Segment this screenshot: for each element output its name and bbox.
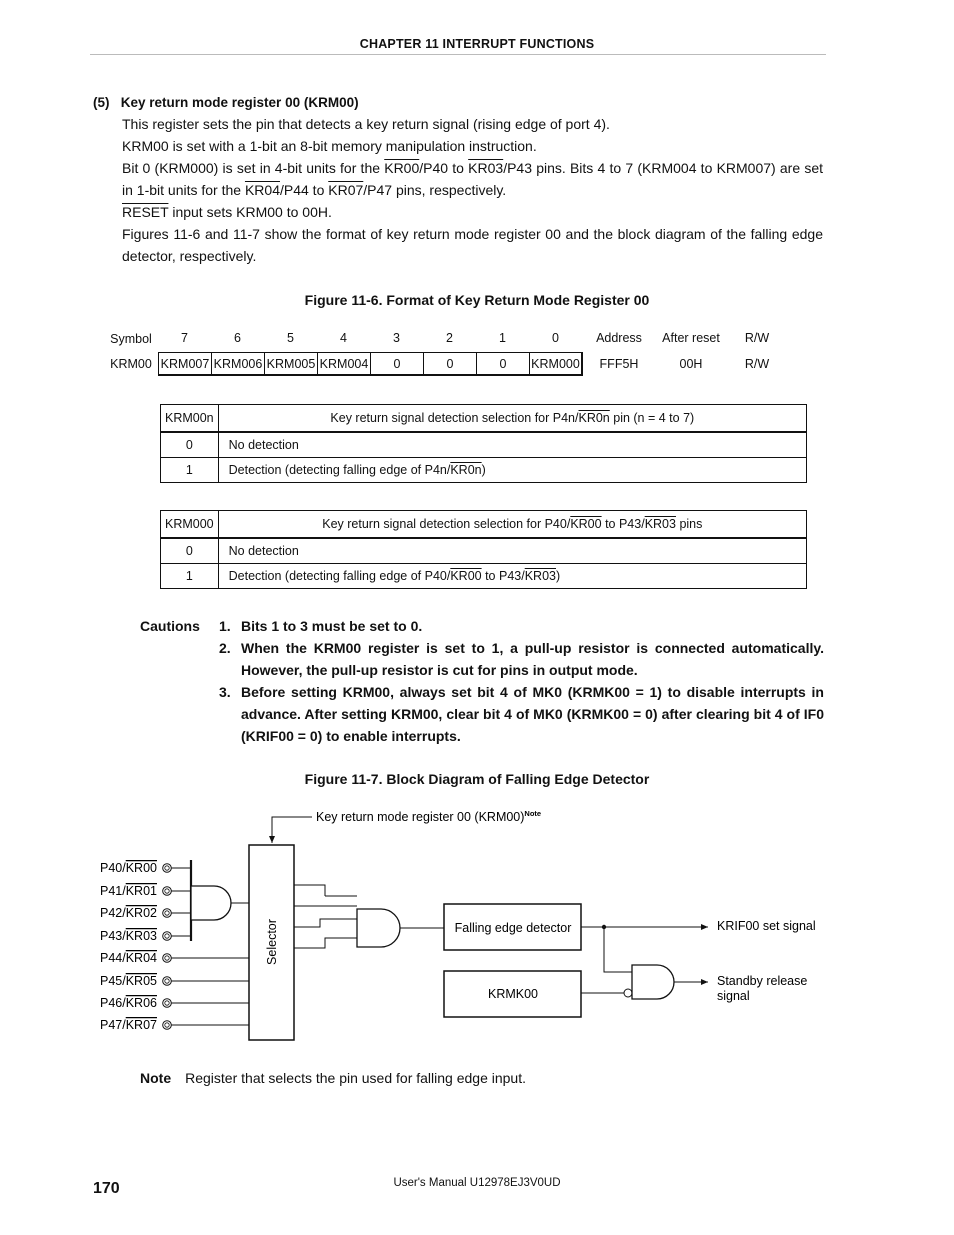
bit-number-7: 0 <box>552 331 559 345</box>
t2-desc-c: pins <box>675 517 703 531</box>
register-arrow <box>272 817 312 843</box>
address-value: FFF5H <box>599 357 639 371</box>
sel-wire-3 <box>294 919 357 927</box>
t2-r1-b: to P43/ <box>481 569 525 583</box>
symbol-label: Symbol <box>110 332 152 346</box>
t1-r1-b: ) <box>481 463 486 477</box>
caution-2-text: When the KRM00 register is set to 1, a pull-up resistor is connected automatically. However, the pull-up resistor is cut for pins in output mode. <box>241 640 824 678</box>
pin-terminal-inner-3 <box>165 934 169 938</box>
pin-label-1: P41/KR01 <box>100 884 157 898</box>
bit-number-4: 3 <box>393 331 400 345</box>
para-3-a: Bit 0 (KRM000) is set in 4-bit units for the <box>122 160 385 176</box>
pin-terminal-inner-6 <box>165 1001 169 1005</box>
para-3-b: /P40 to <box>419 160 469 176</box>
selector-label: Selector <box>265 919 279 965</box>
t1-row0-text: No detection <box>218 432 806 458</box>
para-3-c: /P43 pins. Bits 4 to 7 (KRM004 to KRM007) are set in 1-bit units for the <box>122 160 824 198</box>
and-gate-2 <box>357 909 400 947</box>
t1-desc-b: pin (n = 4 to 7) <box>609 411 695 425</box>
bit-number-5: 2 <box>446 331 453 345</box>
reset-overline: RESET <box>122 204 169 220</box>
pin-label-7: P47/KR07 <box>100 1018 157 1032</box>
register-cell-1: KRM006 <box>211 352 265 376</box>
pin-label-5: P45/KR05 <box>100 974 157 988</box>
pin-terminal-inner-1 <box>165 889 169 893</box>
register-cell-5: 0 <box>423 352 477 376</box>
t1-r1-kr: KR0n <box>450 463 482 477</box>
pin-terminal-inner-5 <box>165 979 169 983</box>
register-cell-7: KRM000 <box>529 352 583 376</box>
pin-terminal-inner-4 <box>165 956 169 960</box>
pin-group <box>100 861 249 1032</box>
t2-row0-value: 0 <box>161 538 219 564</box>
sel-wire-1 <box>294 885 325 896</box>
para-2: KRM00 is set with a 1-bit an 8-bit memory manipulation instruction. <box>122 138 537 154</box>
footer-manual: User's Manual U12978EJ3V0UD <box>393 1177 561 1189</box>
kr07-overline: KR07 <box>328 182 364 198</box>
bit-number-0: 7 <box>181 331 188 345</box>
pin-terminal-inner-7 <box>165 1023 169 1027</box>
note <box>140 1070 526 1086</box>
section-title-text: Key return mode register 00 (KRM00) <box>120 95 359 110</box>
rw-value: R/W <box>744 357 770 371</box>
register-cell-2: KRM005 <box>264 352 318 376</box>
caution-3-text: Before setting KRM00, always set bit 4 of MK0 (KRMK00 = 1) to disable interrupts in advance. After setting KRM00, clear bit 4 of MK0 (KRMK00 = 0) after clearing bit 4 of IF0 (KRIF00 = 0) to enable interrupts. <box>241 684 824 744</box>
t1-r1-a: Detection (detecting falling edge of P4n/ <box>228 463 451 477</box>
para-3-e: /P47 pins, respectively. <box>363 182 507 198</box>
para-4-rest: input sets KRM00 to 00H. <box>168 204 332 220</box>
after-reset-value: 00H <box>679 357 703 371</box>
register-cell-4: 0 <box>370 352 424 376</box>
t2-desc-kr2: KR03 <box>644 517 676 531</box>
page-number: 170 <box>93 1180 120 1197</box>
t1-desc-a: Key return signal detection selection for P4n/ <box>330 411 579 425</box>
krm000-head: KRM000 <box>161 511 219 539</box>
pin-label-6: P46/KR06 <box>100 996 157 1010</box>
pin-label-2: P42/KR02 <box>100 906 157 920</box>
branch-wire <box>604 927 632 972</box>
t2-row1-value: 1 <box>161 564 219 589</box>
sel-wire-4 <box>294 938 357 948</box>
after-reset-label: After reset <box>662 331 720 345</box>
t2-desc-kr1: KR00 <box>570 517 602 531</box>
bit-number-3: 4 <box>340 331 347 345</box>
t1-row0-value: 0 <box>161 432 219 458</box>
t2-desc-a: Key return signal detection selection for P40/ <box>322 517 571 531</box>
caution-1-text: Bits 1 to 3 must be set to 0. <box>241 618 423 634</box>
para-3-d: /P44 to <box>279 182 329 198</box>
bit-number-1: 6 <box>234 331 241 345</box>
kr04-overline: KR04 <box>244 182 280 198</box>
krm00n-head: KRM00n <box>161 405 219 433</box>
register-label-text: Key return mode register 00 $(KRM00)^{Note}$ <box>316 809 542 824</box>
cautions-label: Cautions <box>140 618 200 634</box>
figure-11-6-caption: Figure 11-6. Format of Key Return Mode Register 00 <box>304 292 650 308</box>
t2-r1-c: ) <box>555 569 561 583</box>
bit-number-2: 5 <box>287 331 294 345</box>
register-cell-6: 0 <box>476 352 530 376</box>
bit-number-6: 1 <box>499 331 506 345</box>
symbol-value: KRM00 <box>110 357 152 371</box>
kr00-overline: KR00 <box>384 160 420 176</box>
note-text: Register that selects the pin used for falling edge input. <box>185 1070 526 1086</box>
t1-desc-kr: KR0n <box>578 411 610 425</box>
standby-label-1: Standby release <box>717 974 808 988</box>
pin-terminal-inner-2 <box>165 911 169 915</box>
register-cell-0: KRM007 <box>158 352 212 376</box>
and-gate-1 <box>191 886 231 920</box>
pin-label-4: P44/KR04 <box>100 951 157 965</box>
falling-edge-detector-label: Falling edge detector <box>454 921 572 935</box>
inverter-bubble <box>624 989 632 997</box>
para-5: Figures 11-6 and 11-7 show the format of key return mode register 00 and the block diagram of the falling edge detector, respectively. <box>122 226 823 264</box>
chapter-header: CHAPTER 11 INTERRUPT FUNCTIONS <box>359 37 595 51</box>
t2-row0-text: No detection <box>218 538 806 564</box>
standby-label-2: signal <box>717 989 750 1003</box>
register-cell-3: KRM004 <box>317 352 371 376</box>
caution-1-num: 1. <box>219 618 231 634</box>
note-label: Note <box>140 1070 172 1086</box>
t2-r1-kr2: KR03 <box>524 569 556 583</box>
t2-desc-b: to P43/ <box>601 517 645 531</box>
pin-label-0: P40/KR00 <box>100 861 157 875</box>
t2-r1-a: Detection (detecting falling edge of P40/ <box>228 569 451 583</box>
kr03-overline: KR03 <box>468 160 504 176</box>
and-gate-3 <box>632 965 674 999</box>
krif00-label: KRIF00 set signal <box>717 919 816 933</box>
caution-3-num: 3. <box>219 684 231 700</box>
pin-terminal-inner-0 <box>165 866 169 870</box>
t1-row1-value: 1 <box>161 458 219 483</box>
caution-2-num: 2. <box>219 640 231 656</box>
krmk00-label: KRMK00 <box>487 987 539 1001</box>
t2-r1-kr1: KR00 <box>450 569 482 583</box>
pin-label-3: P43/KR03 <box>100 929 157 943</box>
rw-label: R/W <box>744 331 770 345</box>
address-label: Address <box>596 331 642 345</box>
section-number: (5) <box>93 95 110 110</box>
figure-11-7-caption: Figure 11-7. Block Diagram of Falling Edge Detector <box>304 771 650 787</box>
para-1: This register sets the pin that detects a key return signal (rising edge of port 4). <box>122 116 610 132</box>
